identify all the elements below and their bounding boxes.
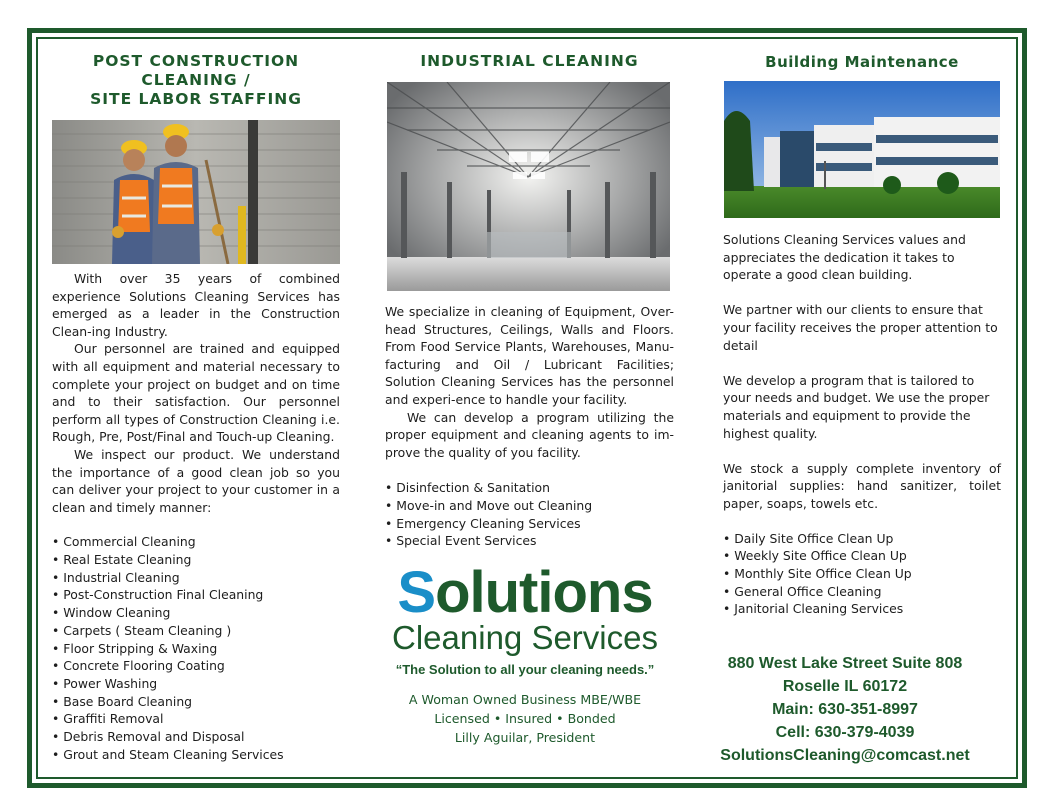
list-item: • Debris Removal and Disposal [52,728,340,746]
list-item: • Floor Stripping & Waxing [52,640,340,658]
list-item: • General Office Cleaning [723,583,1001,601]
heading-line: CLEANING / [141,71,251,89]
logo-subtitle: Cleaning Services [392,619,658,656]
address-line: 880 West Lake Street Suite 808 [727,655,963,672]
industrial-column [385,50,674,71]
list-item: • Post-Construction Final Cleaning [52,586,340,604]
maintenance-services-list [723,530,1001,619]
tagline: “The Solution to all your cleaning needs.” [395,662,655,677]
industrial-services-list [385,479,674,550]
building-maintenance-body [723,231,1001,618]
paragraph: Solutions Cleaning Services values and appreciates the dedication it takes to operate a good clean building. [723,232,966,283]
list-item: • Daily Site Office Clean Up [723,530,1001,548]
email-address: SolutionsCleaning@comcast.net [720,747,970,764]
list-item: • Commercial Cleaning [52,533,340,551]
list-item: • Grout and Steam Cleaning Services [52,746,340,764]
list-item: • Base Board Cleaning [52,693,340,711]
paragraph: With over 35 years of combined experience Solutions Cleaning Services has emerged as a leader in the Construction Clean-ing Industry. [52,271,340,339]
paragraph: We partner with our clients to ensure that your facility receives the proper attention to detail [723,302,998,353]
logo-wordmark [375,562,675,624]
city-line: Roselle IL 60172 [782,678,908,695]
list-item: • Power Washing [52,675,340,693]
list-item: • Emergency Cleaning Services [385,515,674,533]
list-item: • Window Cleaning [52,604,340,622]
list-item: • Graffiti Removal [52,710,340,728]
list-item: • Concrete Flooring Coating [52,657,340,675]
owner-info [375,690,675,747]
logo-first-letter: S [397,560,436,625]
list-item: • Move-in and Move out Cleaning [385,497,674,515]
warehouse-photo [387,82,670,291]
owner-line: Licensed • Insured • Bonded [434,711,616,726]
paragraph: We inspect our product. We understand the importance of a good clean job so you can deliver your project to your customer in a clean and timely manner: [52,446,340,515]
heading-line: POST CONSTRUCTION [92,52,300,70]
owner-line: Lilly Aguilar, President [454,730,596,745]
post-construction-heading [52,52,340,109]
list-item: • Janitorial Cleaning Services [723,600,1001,618]
main-phone: Main: 630-351-8997 [772,701,918,718]
cell-phone: Cell: 630-379-4039 [775,724,915,741]
post-construction-column [52,50,340,109]
logo-rest: olutions [435,560,653,625]
list-item: • Special Event Services [385,532,674,550]
building-photo [724,81,1000,218]
building-maintenance-heading: Building Maintenance [765,53,959,71]
list-item: • Disinfection & Sanitation [385,479,674,497]
paragraph: We stock a supply complete inventory of janitorial supplies: hand sanitizer, toilet paper, soaps, towels etc. [723,460,1001,511]
heading-line: SITE LABOR STAFFING [90,90,302,108]
contact-block [705,652,985,767]
building-maintenance-column [723,50,1001,72]
paragraph: We can develop a program utilizing the proper equipment and cleaning agents to im-prove the quality of you facility. [385,409,674,460]
services-list [52,533,340,763]
list-item: • Real Estate Cleaning [52,551,340,569]
paragraph: We specialize in cleaning of Equipment, Over-head Structures, Ceilings, Walls and Floors. From Food Service Plants, Warehouses, Manu-facturing and Oil / Lubricant Facilities; Solution Cleaning Services has the personnel and experi-ence to handle your facility. [385,304,674,407]
industrial-body [385,303,674,550]
list-item: • Weekly Site Office Clean Up [723,547,1001,565]
workers-photo [52,120,340,264]
paragraph: We develop a program that is tailored to your needs and budget. We use the proper materials and equipment to provide the highest quality. [723,372,990,441]
post-construction-body [52,270,340,763]
industrial-heading: INDUSTRIAL CLEANING [420,52,639,70]
list-item: • Carpets ( Steam Cleaning ) [52,622,340,640]
company-logo [375,562,675,747]
paragraph: Our personnel are trained and equipped with all equipment and material necessary to complete your project on budget and on time and to their satisfaction. Our personnel perform all types of Construction Cleaning i.e. Rough, Pre, Post/Final and Touch-up Cleaning. [52,341,340,445]
list-item: • Industrial Cleaning [52,569,340,587]
list-item: • Monthly Site Office Clean Up [723,565,1001,583]
owner-line: A Woman Owned Business MBE/WBE [408,692,642,707]
